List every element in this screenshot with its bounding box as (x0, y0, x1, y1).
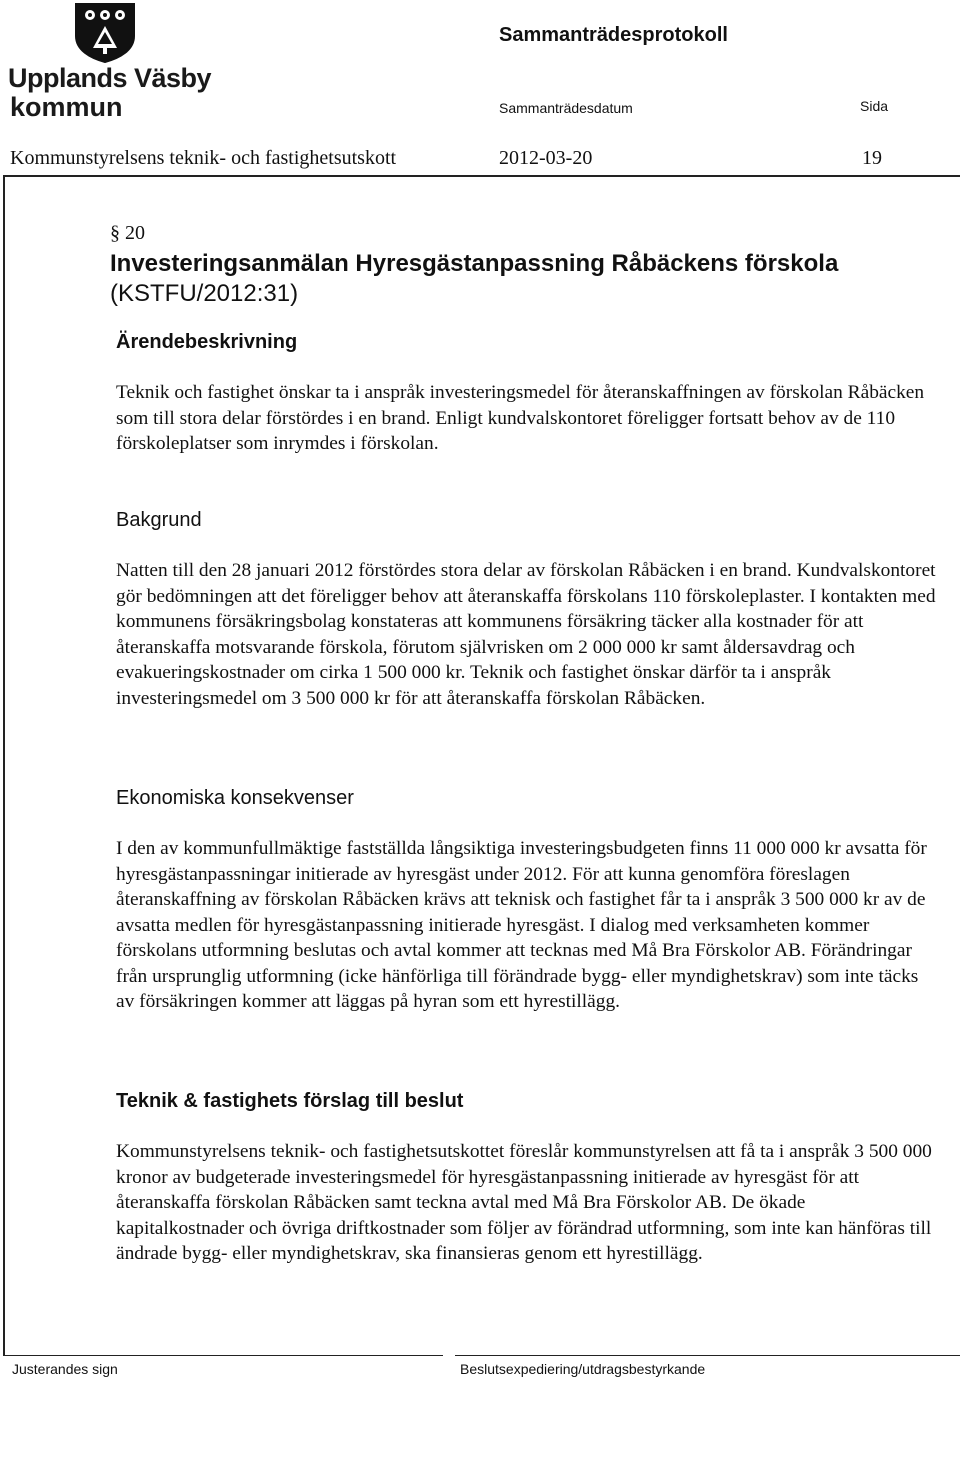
description-heading: Ärendebeskrivning (116, 331, 298, 353)
logo-name-line: Upplands Väsby (8, 63, 212, 93)
background-heading: Bakgrund (116, 509, 202, 531)
footer-rule-right (455, 1355, 960, 1356)
proposal-heading: Teknik & fastighets förslag till beslut (116, 1090, 464, 1112)
logo-kommun-line: kommun (10, 92, 123, 122)
meeting-date: 2012-03-20 (499, 147, 593, 169)
committee-name: Kommunstyrelsens teknik- och fastighetsutskott (10, 147, 397, 169)
meeting-date-label: Sammanträdesdatum (499, 100, 633, 116)
page-number: 19 (862, 147, 882, 169)
page-label: Sida (860, 98, 889, 114)
municipality-logo (8, 0, 212, 125)
item-title: Investeringsanmälan Hyresgästanpassning Råbäckens förskola (110, 250, 839, 277)
section-number: § 20 (110, 222, 145, 244)
background-text: Natten till den 28 januari 2012 förstördes stora delar av förskolan Råbäcken i en brand. Kundvalskontoret gör bedömningen att det föreligger behov att återanskaffa förskolans 110 förskoleplaster. I kontakten med kommunens försäkringsbolag konstateras att kommunens försäkring täcker alla kostnader för att återanskaffa motsvarande förskola, förutom självrisken om 2 000 000 kr samt åldersavdrag och evakueringskostnader om cirka 1 500 000 kr. Teknik och fastighet önskar därför ta i anspråk investeringsmedel om 3 500 000 kr för att återanskaffa förskolan Råbäcken. (116, 560, 936, 709)
economic-text: I den av kommunfullmäktige fastställda långsiktiga investeringsbudgeten finns 11 000 000 kr avsatta för hyresgästanpassningar initierade av hyresgäst under 2012. För att kunna genomföra föreslagen återanskaffning av förskolan Råbäcken krävs att teknisk och fastighet får ta i anspråk 3 500 000 kr av de avsatta medlen för hyresgästanpassning initierade hyresgäst. I dialog med verksamheten kommer förskolans utformning beslutas och avtal kommer att tecknas med Må Bra Förskolor AB. Förändringar från ursprunglig utformning (icke hänförliga till förändrade bygg- eller myndighetskrav) som inte täcks av försäkringen kommer att läggas på hyran som ett hyrestillägg. (116, 838, 927, 1012)
economic-heading: Ekonomiska konsekvenser (116, 787, 354, 809)
justification-sign-label: Justerandes sign (12, 1361, 118, 1377)
proposal-text: Kommunstyrelsens teknik- och fastighetsutskottet föreslår kommunstyrelsen att få ta i anspråk 3 500 000 kronor av budgeterade investeringsmedel för hyresgästanpassning initierade av hyresgäst för att återanskaffa förskolan Råbäcken samt teckna avtal med Må Bra Förskolor AB. De ökade kapitalkostnader och övriga driftkostnader som följer av förändrad utformning, som inte kan hänföras till ändrade bygg- eller myndighetskrav, ska finansieras genom ett hyrestillägg. (116, 1141, 932, 1264)
coat-of-arms-icon (70, 2, 140, 64)
document-type: Sammanträdesprotokoll (499, 24, 728, 46)
description-text: Teknik och fastighet önskar ta i anspråk investeringsmedel för återanskaffningen av förskolan Råbäcken som till stora delar förstördes i en brand. Enligt kundvalskontoret föreligger fortsatt behov av de 110 förskoleplatser som inrymdes i förskolan. (116, 382, 925, 454)
footer-rule-left (3, 1355, 443, 1356)
case-id: (KSTFU/2012:31) (110, 280, 299, 307)
dispatch-certification-label: Beslutsexpediering/utdragsbestyrkande (460, 1361, 706, 1377)
